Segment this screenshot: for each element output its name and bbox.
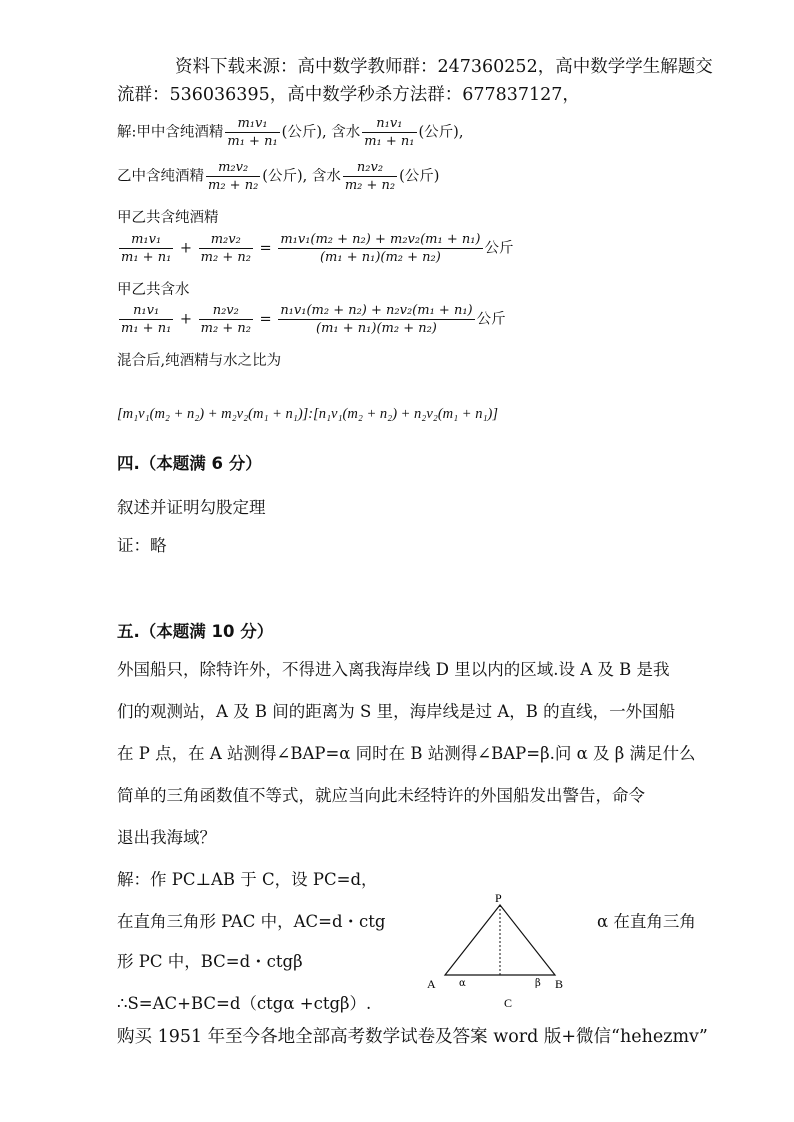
solution-line-jia — [117, 116, 463, 149]
fraction — [199, 232, 253, 265]
total-water-label: 甲乙共含水 — [117, 282, 190, 298]
equals-sign: = — [259, 240, 272, 257]
label-c: C — [504, 996, 513, 1010]
total-water-formula — [117, 303, 506, 336]
numerator: n₁v₁ — [362, 116, 416, 133]
q5-solution-line-2b: α 在直角三角 — [597, 912, 696, 931]
q5-solution-line-4: ∴S=AC+BC=d（ctgα +ctgβ）. — [117, 994, 372, 1013]
unit-kg: 公斤 — [484, 240, 514, 257]
fraction-yi-alcohol — [206, 160, 260, 193]
fraction-total-water — [278, 303, 474, 336]
text-unit: (公斤) — [399, 168, 440, 185]
denominator: m₂ + n₂ — [344, 178, 396, 193]
q4-text: 叙述并证明勾股定理 — [117, 498, 266, 517]
triangle-pab — [445, 905, 555, 975]
fraction-jia-alcohol — [225, 116, 279, 149]
text-jia-prefix: 解:甲中含纯酒精 — [117, 124, 224, 141]
q5-paragraph-line-2: 们的观测站，A 及 B 间的距离为 S 里，海岸线是过 A，B 的直线，一外国船 — [117, 702, 676, 721]
q4-title: 四.（本题满 6 分） — [117, 454, 262, 473]
text-unit: (公斤), 含水 — [262, 168, 341, 185]
fraction — [199, 303, 253, 336]
denominator: m₁ + n₁ — [227, 134, 278, 149]
solution-line-yi — [117, 160, 439, 193]
denominator: (m₁ + n₁)(m₂ + n₂) — [319, 250, 441, 265]
fraction-jia-water — [362, 116, 416, 149]
text-unit: (公斤), 含水 — [281, 124, 361, 141]
label-alpha: α — [459, 978, 466, 989]
label-b: B — [555, 977, 564, 991]
text-unit: (公斤), — [418, 124, 464, 141]
q5-paragraph-line-3: 在 P 点，在 A 站测得∠BAP=α 同时在 B 站测得∠BAP=β.问 α 及 β 满足什么 — [117, 744, 696, 763]
source-line-1: 资料下载来源：高中数学教师群：247360252，高中数学学生解题交 — [175, 57, 713, 77]
plus-sign: + — [179, 311, 193, 328]
denominator: m₂ + n₂ — [208, 178, 259, 193]
q5-solution-line-1: 解：作 PC⊥AB 于 C，设 PC=d， — [117, 870, 378, 889]
q5-paragraph-line-4: 简单的三角函数值不等式，就应当向此未经特许的外国船发出警告，命令 — [117, 786, 645, 805]
denominator: m₁ + n₁ — [121, 250, 172, 265]
denominator: m₂ + n₂ — [200, 321, 251, 336]
footer-purchase-note: 购买 1951 年至今各地全部高考数学试卷及答案 word 版+微信“hehezmv” — [117, 1027, 708, 1047]
numerator: n₂v₂ — [199, 303, 253, 320]
ratio-label: 混合后,纯酒精与水之比为 — [117, 353, 282, 369]
denominator: (m₁ + n₁)(m₂ + n₂) — [316, 321, 437, 336]
q5-title: 五.（本题满 10 分） — [117, 622, 274, 641]
label-beta: β — [535, 978, 541, 989]
fraction-yi-water — [343, 160, 397, 193]
total-alcohol-label: 甲乙共含纯酒精 — [117, 210, 219, 226]
denominator: m₂ + n₂ — [200, 250, 251, 265]
source-line-2: 流群：536036395，高中数学秒杀方法群：677837127， — [117, 85, 580, 105]
fraction-total-alcohol — [278, 232, 482, 265]
text-yi-prefix: 乙中含纯酒精 — [117, 168, 204, 185]
q5-solution-line-3: 形 PC 中，BC=d・ctgβ — [117, 952, 303, 971]
numerator: n₂v₂ — [343, 160, 397, 177]
numerator: m₁v₁ — [119, 232, 173, 249]
plus-sign: + — [179, 240, 193, 257]
q4-proof: 证：略 — [117, 536, 167, 555]
fraction — [119, 303, 173, 336]
numerator: m₂v₂ — [206, 160, 260, 177]
fraction — [119, 232, 173, 265]
numerator: m₁v₁ — [225, 116, 279, 133]
equals-sign: = — [259, 311, 272, 328]
q5-paragraph-line-1: 外国船只，除特许外，不得进入离我海岸线 D 里以内的区域.设 A 及 B 是我 — [117, 660, 670, 679]
total-alcohol-formula — [117, 232, 514, 265]
ratio-formula: [m₁v₁(m₂ + n₂) + m₂v₂(m₁ + n₁)]:[n₁v₁(m₂ + n₂) + n₂v₂(m₁ + n₁)] — [117, 406, 498, 422]
q5-paragraph-line-5: 退出我海域？ — [117, 828, 216, 847]
q5-solution-line-2a: 在直角三角形 PAC 中，AC=d・ctg — [117, 912, 386, 931]
triangle-figure — [415, 890, 575, 1015]
unit-kg: 公斤 — [476, 311, 506, 328]
denominator: m₁ + n₁ — [364, 134, 415, 149]
numerator: m₁v₁(m₂ + n₂) + m₂v₂(m₁ + n₁) — [280, 232, 481, 247]
denominator: m₁ + n₁ — [121, 321, 172, 336]
numerator: n₁v₁ — [119, 303, 173, 320]
label-p: P — [495, 891, 502, 905]
numerator: m₂v₂ — [199, 232, 253, 249]
numerator: n₁v₁(m₂ + n₂) + n₂v₂(m₁ + n₁) — [280, 303, 473, 318]
label-a: A — [427, 977, 436, 991]
